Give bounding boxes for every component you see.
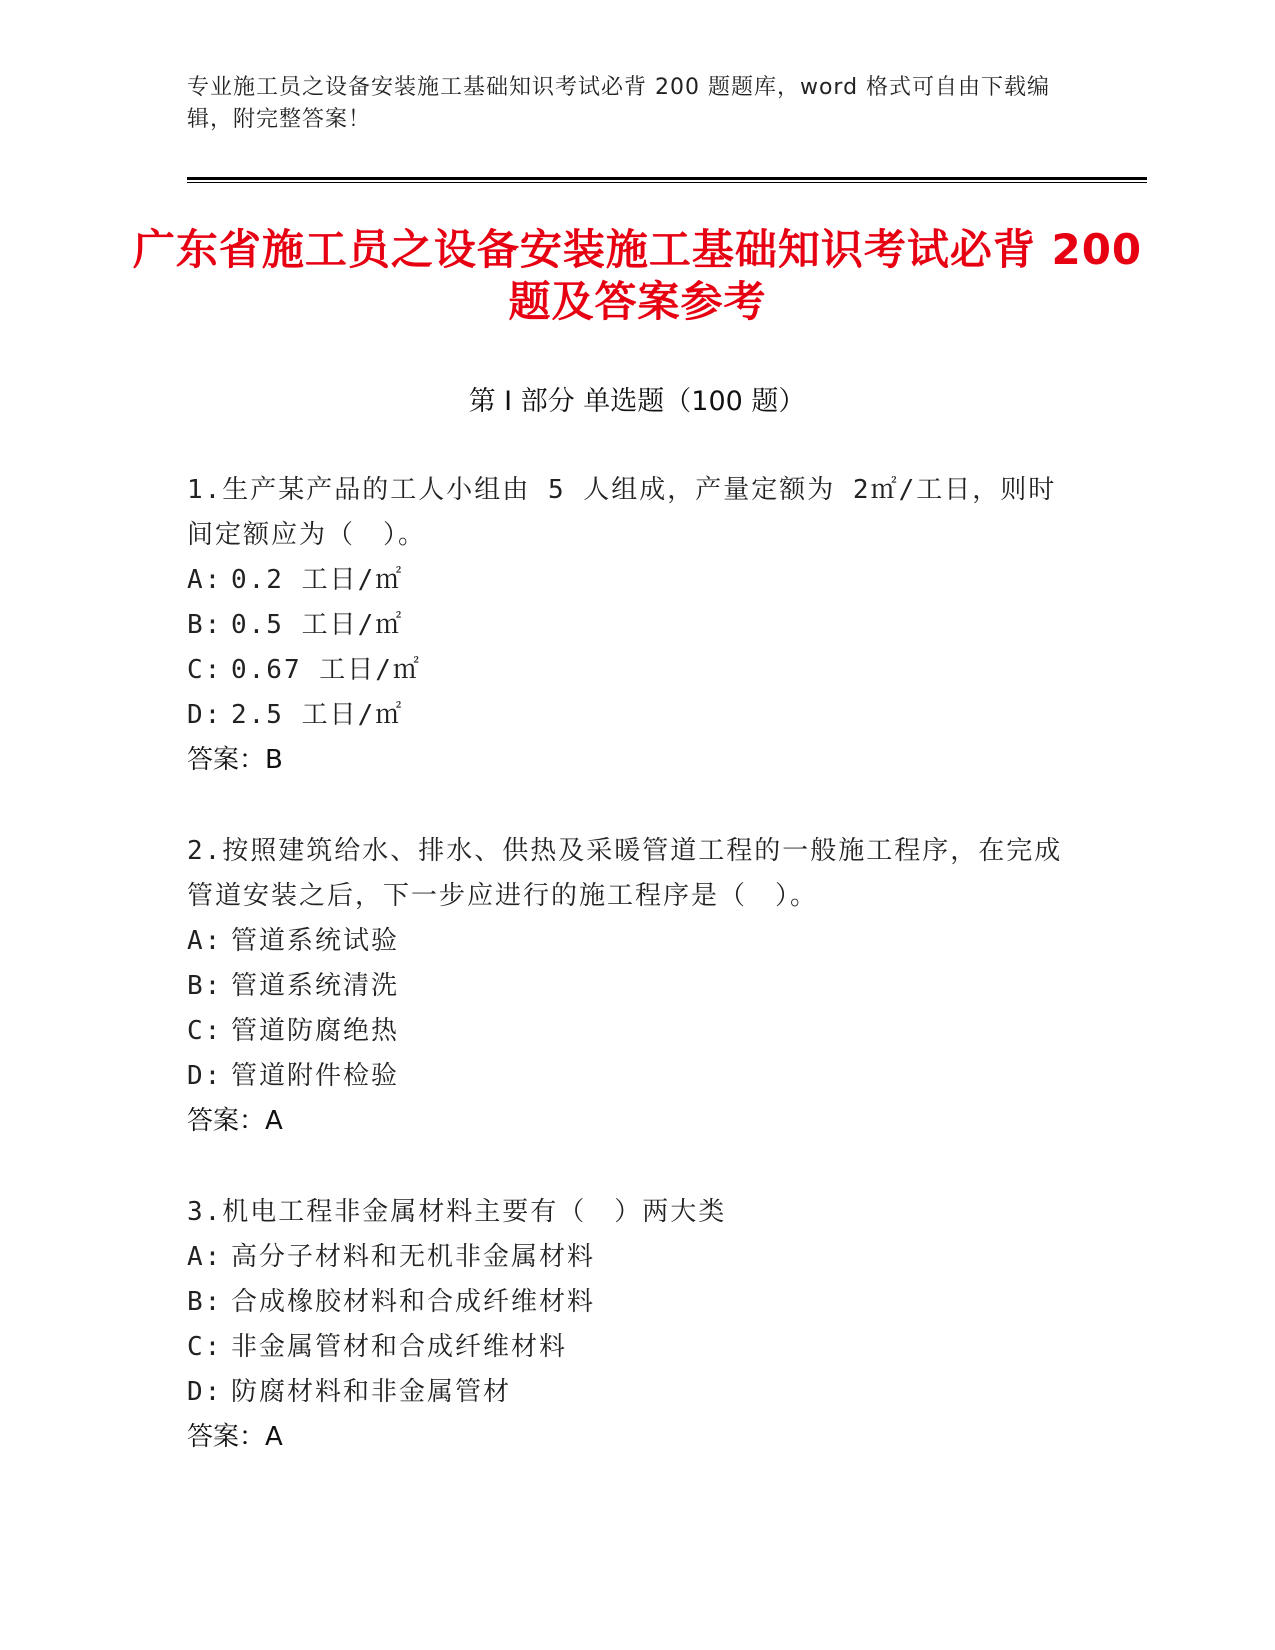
section-title: 第 I 部分 单选题（100 题） bbox=[468, 386, 806, 417]
answer-line: 答案：A bbox=[187, 1106, 283, 1136]
option-text: 管道附件检验 bbox=[231, 1061, 400, 1091]
header-rule-thin bbox=[187, 182, 1147, 183]
option-key: C: bbox=[187, 1016, 223, 1046]
option-text: 非金属管材和合成纤维材料 bbox=[231, 1332, 568, 1362]
option-text: 防腐材料和非金属管材 bbox=[231, 1377, 512, 1407]
question-stem: 1.生产某产品的工人小组由 5 人组成，产量定额为 2㎡/工日，则时间定额应为（ ）。 bbox=[187, 475, 1057, 550]
option-key: B: bbox=[187, 971, 223, 1001]
option-text: 2.5 工日/㎡ bbox=[231, 700, 404, 730]
question-2 bbox=[187, 829, 1067, 1144]
option-text: 管道系统试验 bbox=[231, 926, 400, 956]
option-key: B: bbox=[187, 610, 223, 640]
option-key: A: bbox=[187, 565, 223, 595]
option-key: C: bbox=[187, 655, 223, 685]
option-key: A: bbox=[187, 926, 223, 956]
option-a bbox=[187, 558, 1067, 603]
option-key: D: bbox=[187, 1377, 223, 1407]
question-stem: 3.机电工程非金属材料主要有（ ）两大类 bbox=[187, 1197, 727, 1227]
option-c bbox=[187, 1325, 1067, 1370]
option-text: 高分子材料和无机非金属材料 bbox=[231, 1242, 596, 1272]
option-text: 0.2 工日/㎡ bbox=[231, 565, 404, 595]
option-text: 管道系统清洗 bbox=[231, 971, 400, 1001]
option-text: 合成橡胶材料和合成纤维材料 bbox=[231, 1287, 596, 1317]
option-key: B: bbox=[187, 1287, 223, 1317]
answer-line: 答案：B bbox=[187, 745, 283, 775]
option-b bbox=[187, 964, 1067, 1009]
option-text: 0.5 工日/㎡ bbox=[231, 610, 404, 640]
option-c bbox=[187, 1009, 1067, 1054]
option-c bbox=[187, 648, 1067, 693]
question-list bbox=[187, 468, 1067, 1506]
answer-line: 答案：A bbox=[187, 1422, 283, 1452]
option-d bbox=[187, 1370, 1067, 1415]
option-key: D: bbox=[187, 700, 223, 730]
option-d bbox=[187, 693, 1067, 738]
option-text: 0.67 工日/㎡ bbox=[231, 655, 421, 685]
document-title: 广东省施工员之设备安装施工基础知识考试必背 200 题及答案参考 bbox=[132, 225, 1143, 326]
option-a bbox=[187, 1235, 1067, 1280]
header-note: 专业施工员之设备安装施工基础知识考试必背 200 题题库，word 格式可自由下载编辑，附完整答案！ bbox=[187, 75, 1051, 132]
option-b bbox=[187, 1280, 1067, 1325]
question-3 bbox=[187, 1190, 1067, 1460]
option-key: A: bbox=[187, 1242, 223, 1272]
option-a bbox=[187, 919, 1067, 964]
option-text: 管道防腐绝热 bbox=[231, 1016, 400, 1046]
option-d bbox=[187, 1054, 1067, 1099]
option-b bbox=[187, 603, 1067, 648]
question-stem: 2.按照建筑给水、排水、供热及采暖管道工程的一般施工程序，在完成管道安装之后，下一步应进行的施工程序是（ ）。 bbox=[187, 836, 1063, 911]
question-1 bbox=[187, 468, 1067, 783]
header-rule-thick bbox=[187, 177, 1147, 180]
option-key: C: bbox=[187, 1332, 223, 1362]
option-key: D: bbox=[187, 1061, 223, 1091]
